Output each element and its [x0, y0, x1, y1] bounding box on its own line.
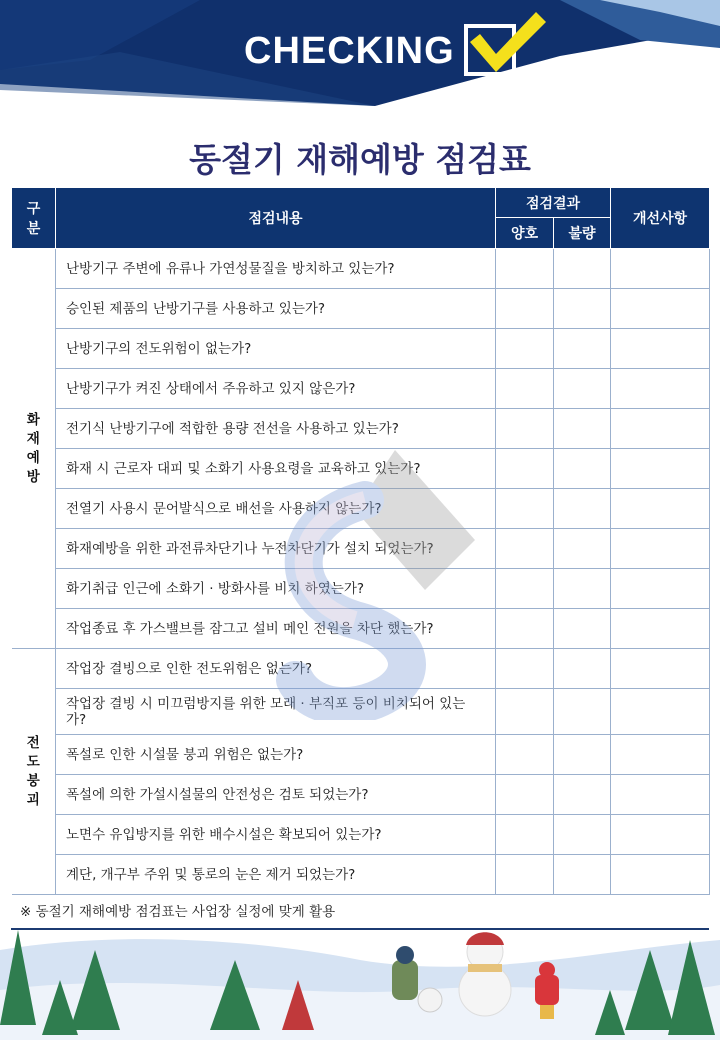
improvement-cell[interactable]: [611, 329, 710, 369]
banner-title: CHECKING: [244, 30, 455, 72]
bad-cell[interactable]: [554, 449, 611, 489]
table-row: [12, 369, 710, 409]
improvement-cell[interactable]: [611, 249, 710, 289]
bad-cell[interactable]: [554, 329, 611, 369]
improvement-cell[interactable]: [611, 815, 710, 855]
improvement-cell[interactable]: [611, 289, 710, 329]
table-row: [12, 569, 710, 609]
improvement-cell[interactable]: [611, 649, 710, 689]
bad-cell[interactable]: [554, 815, 611, 855]
improvement-cell[interactable]: [611, 369, 710, 409]
table-row: [12, 529, 710, 569]
check-item-text: 난방기구가 켜진 상태에서 주유하고 있지 않은가?: [56, 369, 496, 409]
bad-cell[interactable]: [554, 855, 611, 895]
table-row: [12, 855, 710, 895]
header-content: 점검내용: [56, 188, 496, 249]
document-title: 동절기 재해예방 점검표: [189, 140, 531, 179]
improvement-cell[interactable]: [611, 569, 710, 609]
table-row: [12, 689, 710, 735]
improvement-cell[interactable]: [611, 775, 710, 815]
good-cell[interactable]: [496, 569, 554, 609]
checklist-table: [11, 187, 710, 895]
check-item-text: 작업장 결빙 시 미끄럼방지를 위한 모래 · 부직포 등이 비치되어 있는가?: [56, 689, 496, 735]
check-item-text: 전기식 난방기구에 적합한 용량 전선을 사용하고 있는가?: [56, 409, 496, 449]
bad-cell[interactable]: [554, 409, 611, 449]
table-row: [12, 815, 710, 855]
good-cell[interactable]: [496, 689, 554, 735]
good-cell[interactable]: [496, 529, 554, 569]
table-row: [12, 775, 710, 815]
bad-cell[interactable]: [554, 289, 611, 329]
good-cell[interactable]: [496, 775, 554, 815]
good-cell[interactable]: [496, 329, 554, 369]
improvement-cell[interactable]: [611, 489, 710, 529]
bad-cell[interactable]: [554, 249, 611, 289]
good-cell[interactable]: [496, 409, 554, 449]
bad-cell[interactable]: [554, 489, 611, 529]
table-row: [12, 609, 710, 649]
good-cell[interactable]: [496, 609, 554, 649]
good-cell[interactable]: [496, 449, 554, 489]
good-cell[interactable]: [496, 855, 554, 895]
check-item-text: 난방기구 주변에 유류나 가연성물질을 방치하고 있는가?: [56, 249, 496, 289]
bad-cell[interactable]: [554, 609, 611, 649]
bad-cell[interactable]: [554, 369, 611, 409]
check-item-text: 노면수 유입방지를 위한 배수시설은 확보되어 있는가?: [56, 815, 496, 855]
improvement-cell[interactable]: [611, 609, 710, 649]
check-item-text: 화재 시 근로자 대피 및 소화기 사용요령을 교육하고 있는가?: [56, 449, 496, 489]
check-item-text: 작업종료 후 가스밸브를 잠그고 설비 메인 전원을 차단 했는가?: [56, 609, 496, 649]
header-good: 양호: [496, 218, 554, 249]
section-category-label: 화재예방: [26, 411, 40, 485]
check-item-text: 폭설에 의한 가설시설물의 안전성은 검토 되었는가?: [56, 775, 496, 815]
bad-cell[interactable]: [554, 775, 611, 815]
table-row: [12, 409, 710, 449]
check-item-text: 전열기 사용시 문어발식으로 배선을 사용하지 않는가?: [56, 489, 496, 529]
header-result: 점검결과: [496, 188, 611, 218]
check-item-text: 작업장 결빙으로 인한 전도위험은 없는가?: [56, 649, 496, 689]
table-row: [12, 289, 710, 329]
check-item-text: 폭설로 인한 시설물 붕괴 위험은 없는가?: [56, 735, 496, 775]
bad-cell[interactable]: [554, 569, 611, 609]
table-row: [12, 735, 710, 775]
improvement-cell[interactable]: [611, 689, 710, 735]
checkmark-icon: [462, 8, 552, 78]
header-category: 구분: [12, 188, 56, 249]
check-item-text: 화기취급 인근에 소화기 · 방화사를 비치 하였는가?: [56, 569, 496, 609]
footnote: ※ 동절기 재해예방 점검표는 사업장 실정에 맞게 활용: [20, 904, 336, 920]
section-category: [12, 649, 56, 895]
good-cell[interactable]: [496, 489, 554, 529]
improvement-cell[interactable]: [611, 855, 710, 895]
header-improvement: 개선사항: [611, 188, 710, 249]
table-row: [12, 249, 710, 289]
good-cell[interactable]: [496, 735, 554, 775]
good-cell[interactable]: [496, 649, 554, 689]
good-cell[interactable]: [496, 369, 554, 409]
bad-cell[interactable]: [554, 649, 611, 689]
table-row: [12, 489, 710, 529]
check-item-text: 승인된 제품의 난방기구를 사용하고 있는가?: [56, 289, 496, 329]
bad-cell[interactable]: [554, 689, 611, 735]
bad-cell[interactable]: [554, 735, 611, 775]
improvement-cell[interactable]: [611, 529, 710, 569]
bad-cell[interactable]: [554, 529, 611, 569]
check-item-text: 화재예방을 위한 과전류차단기나 누전차단기가 설치 되었는가?: [56, 529, 496, 569]
improvement-cell[interactable]: [611, 409, 710, 449]
table-row: [12, 649, 710, 689]
improvement-cell[interactable]: [611, 449, 710, 489]
section-category-label: 전도붕괴: [26, 734, 40, 808]
good-cell[interactable]: [496, 815, 554, 855]
table-row: [12, 329, 710, 369]
check-item-text: 난방기구의 전도위험이 없는가?: [56, 329, 496, 369]
table-row: [12, 449, 710, 489]
section-category: [12, 249, 56, 649]
good-cell[interactable]: [496, 289, 554, 329]
winter-scene: [0, 930, 720, 1040]
header-bad: 불량: [554, 218, 611, 249]
check-item-text: 계단, 개구부 주위 및 통로의 눈은 제거 되었는가?: [56, 855, 496, 895]
good-cell[interactable]: [496, 249, 554, 289]
improvement-cell[interactable]: [611, 735, 710, 775]
